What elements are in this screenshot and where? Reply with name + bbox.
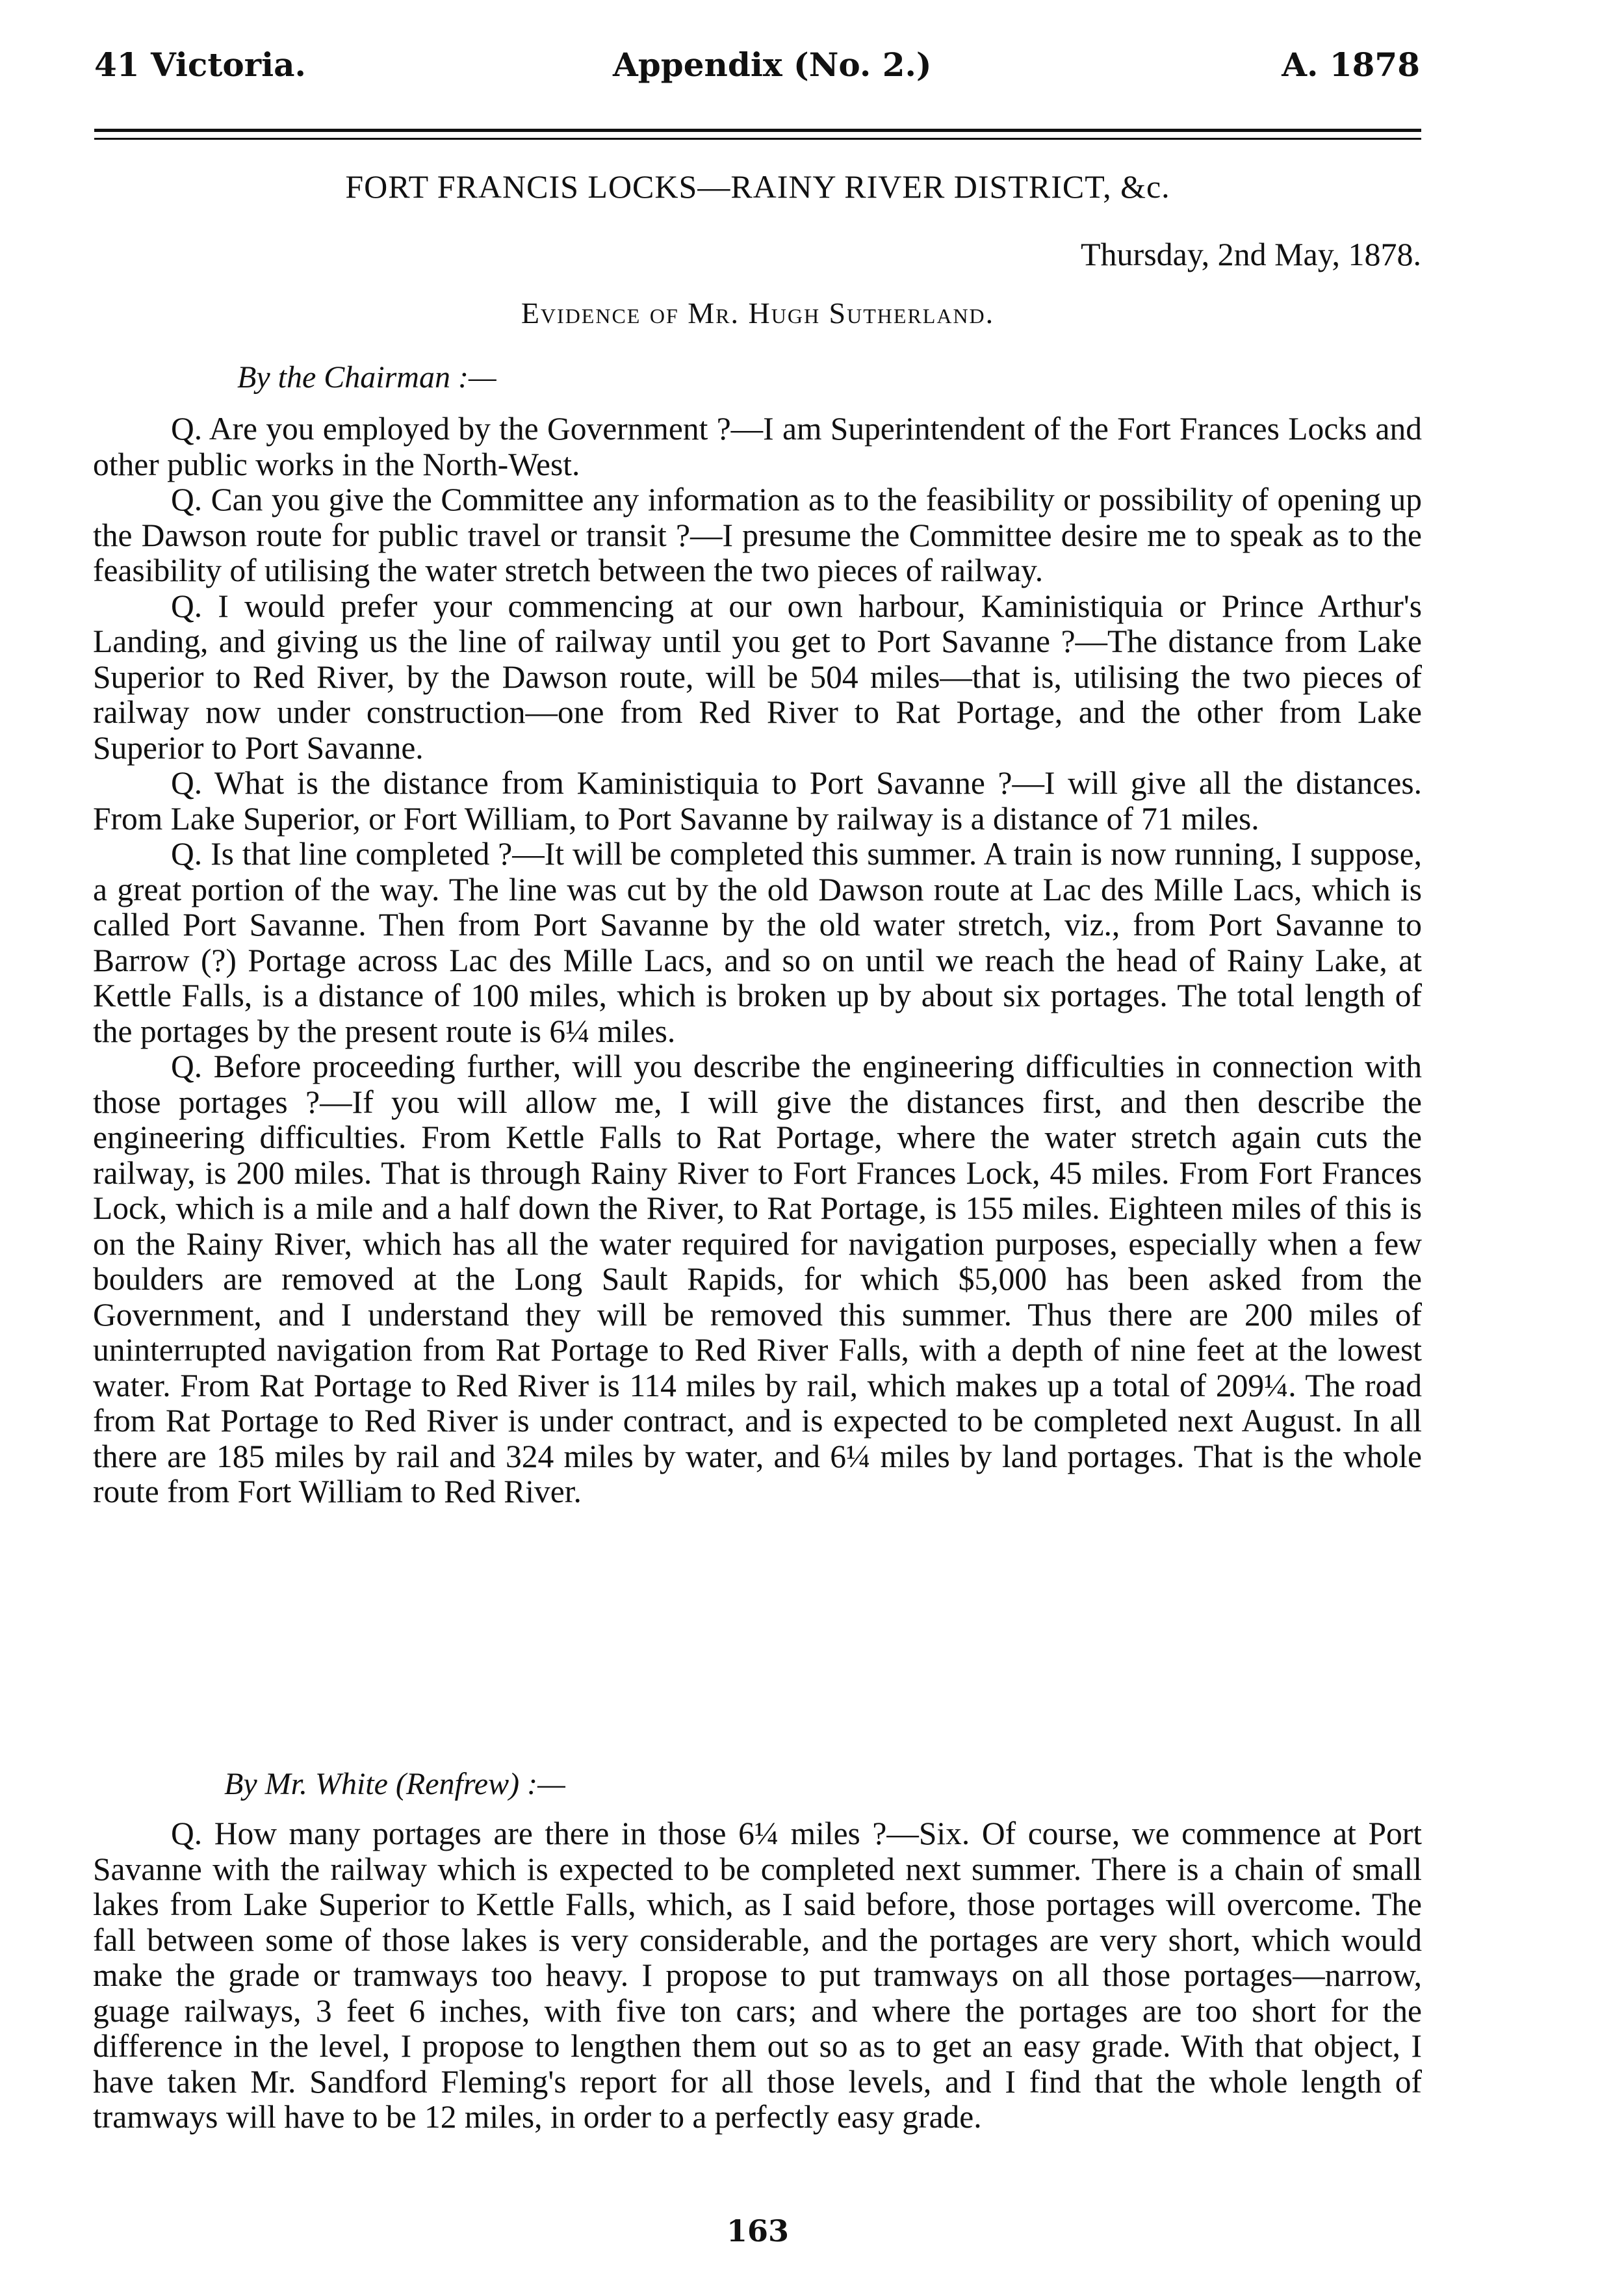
sitting-date: Thursday, 2nd May, 1878. [1081,236,1421,272]
testimony-paragraph: Q. Can you give the Committee any information as to the feasibility or possibility of opening up the Dawson route for public travel or transit ?—I presume the Committee desire me to speak as to the feasibility of utilising the water stretch between the two pieces of railway. [93,482,1422,588]
testimony-paragraph: Q. I would prefer your commencing at our own harbour, Kaministiquia or Prince Arthur's Landing, and giving us the line of railway until you get to Port Savanne ?—The distance from Lake Superior to Red River, by the Dawson route, will be 504 miles—that is, utilising the two pieces of railway now under construction—one from Red River to Rat Portage, and the other from Lake Superior to Port Savanne. [93,588,1422,766]
header-session: 41 Victoria. [94,46,306,84]
evidence-heading: Evidence of Mr. Hugh Sutherland. [521,296,995,330]
testimony-block-chairman [93,411,1422,1510]
header-appendix: Appendix (No. 2.) [613,46,932,84]
section-heading-chairman: By the Chairman :— [237,360,496,395]
header-year: A. 1878 [1282,46,1420,84]
testimony-paragraph: Q. Before proceeding further, will you describe the engineering difficulties in connection with those portages ?—If you will allow me, I will give the distances first, and then describe the engineering difficulties. From Kettle Falls to Rat Portage, where the water stretch again cuts the railway, is 200 miles. That is through Rainy River to Fort Frances Lock, 45 miles. From Fort Frances Lock, which is a mile and a half down the River, to Rat Portage, is 155 miles. Eighteen miles of this is on the Rainy River, which has all the water required for navigation purposes, especially when a few boulders are removed at the Long Sault Rapids, for which $5,000 has been asked from the Government, and I understand they will be removed this summer. Thus there are 200 miles of uninterrupted navigation from Rat Portage to Red River Falls, with a depth of nine feet at the lowest water. From Rat Portage to Red River is 114 miles by rail, which makes up a total of 209¼. The road from Rat Portage to Red River is under contract, and is expected to be completed next August. In all there are 185 miles by rail and 324 miles by water, and 6¼ miles by land portages. That is the whole route from Fort William to Red River. [93,1049,1422,1509]
testimony-paragraph: Q. Are you employed by the Government ?—I am Superintendent of the Fort Frances Locks and other public works in the North-West. [93,411,1422,482]
testimony-paragraph: Q. Is that line completed ?—It will be completed this summer. A train is now running, I suppose, a great portion of the way. The line was cut by the old Dawson route at Lac des Mille Lacs, which is called Port Savanne. Then from Port Savanne by the old water stretch, viz., from Port Savanne to Barrow (?) Portage across Lac des Mille Lacs, and so on until we reach the head of Rainy Lake, at Kettle Falls, is a distance of 100 miles, which is broken up by about six portages. The total length of the portages by the present route is 6¼ miles. [93,836,1422,1049]
running-header [94,33,1420,104]
page-number: 163 [726,2213,790,2248]
section-heading-white: By Mr. White (Renfrew) :— [224,1767,565,1801]
testimony-paragraph: Q. What is the distance from Kaministiquia to Port Savanne ?—I will give all the distances. From Lake Superior, or Fort William, to Port Savanne by railway is a distance of 71 miles. [93,765,1422,837]
testimony-paragraph: Q. How many portages are there in those 6¼ miles ?—Six. Of course, we commence at Port Savanne with the railway which is expected to be completed next summer. There is a chain of small lakes from Lake Superior to Kettle Falls, which, as I said before, those portages will overcome. The fall between some of those lakes is very considerable, and the portages are very short, which would make the grade or tramways too heavy. I propose to put tramways on all those portages—narrow, guage railways, 3 feet 6 inches, with five ton cars; and where the portages are too short for the difference in the level, I propose to lengthen them out so as to get an easy grade. With that object, I have taken Mr. Sandford Fleming's report for all those levels, and I find that the whole length of tramways will have to be 12 miles, in order to a perfectly easy grade. [93,1816,1422,2135]
testimony-block-white [93,1816,1422,2135]
header-rule-thin [94,138,1421,140]
header-rule-thick [94,129,1421,132]
document-title: FORT FRANCIS LOCKS—RAINY RIVER DISTRICT, &c. [345,168,1170,205]
